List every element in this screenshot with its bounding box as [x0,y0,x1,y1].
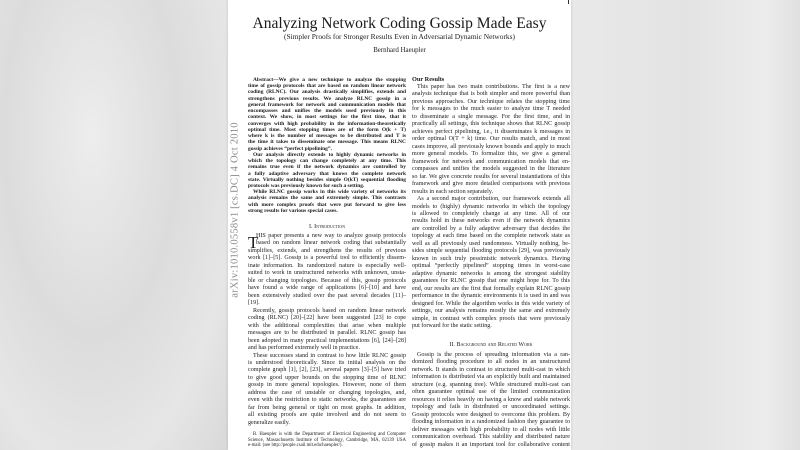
text-line: to disseminate a single message. For the first time, and in [412,113,570,120]
text-line: sides simple sequential flooding protocols [29], was previously [412,248,570,255]
text-line: optimal time. Most stopping times are of the form O(k + T) [248,126,406,133]
text-line: network. It stands in contrast to structured multi-cast in which [412,366,570,373]
background-heading: II. Background and Related Work [449,342,533,348]
author-footnote [248,432,406,449]
text-line: the time it takes to disseminate one message. This means RLNC [248,139,406,146]
viewer-background-left [0,0,228,450]
text-line: Gossip protocols were designed to overcome this problem. By [412,411,570,418]
paragraph [248,353,406,428]
text-line: complete graph [1], [2], [23], several papers [3]–[5] have tried [248,367,406,374]
text-line: coding (RLNC) [20]–[22] have been suggested [23] to cope [248,315,406,322]
text-line: settings, our analysis remains mostly the same and extremely [412,308,570,315]
text-line: resources it relies heavily on having a know and stable network [412,396,570,403]
text-line: generalize easily. [248,419,290,426]
text-line: These successes stand in contrast to how little RLNC gossip [253,352,406,359]
paragraph [412,84,570,196]
text-line: to give good upper bounds on the stopping time of RLNC [248,374,406,381]
text-line: converges with high probability in the information-theoretically [248,120,406,127]
text-line: based on random linear network coding that substantially [256,240,406,247]
text-line: adaptive dynamic networks is among the strongest stability [412,270,570,277]
text-line: While RLNC gossip works in this wide variety of networks its [253,189,406,196]
text-line: context. We show, in most settings for the first time, that it [248,114,406,121]
text-line: with more complex proofs that were put forward to give less [248,201,406,208]
text-line: gossip achieves “perfect pipelining”. [248,145,332,152]
text-line: deliver messages with high probability to all nodes with little [412,426,570,433]
text-line: put forward for the static setting. [412,323,492,329]
text-line: structure (e.g. spanning tree). While structured multi-cast can [412,381,570,388]
text-line: more general models. To formalize this, we give a general [412,151,570,158]
text-line: designed for. While the algorithm works in this wide variety of [412,300,570,307]
paragraph [248,308,406,353]
text-line: Recently, gossip protocols based on random linear network [253,307,406,314]
text-line: well as all previously used randomness. Virtually nothing, be- [412,240,570,247]
text-line: compasses and unifies the models suggested in the literature [412,166,570,173]
text-line: so far. We give concrete results for several instantiations of this [412,173,570,180]
text-line: and has performed extremely well in practice. [248,345,360,352]
text-line: remains true even if the network dynamics are controlled by [248,164,406,171]
text-line: As a second major contribution, our framework extends all [417,196,570,203]
text-line: achieves perfect pipelining, i.e., it disseminates k messages in [412,128,570,135]
our-results-body [412,84,570,330]
text-line: all existing proofs are quite involved and do not seem to [248,412,406,419]
text-line: This paper has two main contributions. The first is a new [417,84,570,90]
text-line: known in such truly pessimistic network dynamics. Having [412,255,570,262]
paper-subtitle: (Simpler Proofs for Stronger Results Even in Adversarial Dynamic Networks) [284,32,515,41]
text-line: with the additional complexities that arise when multiple [248,322,406,329]
text-line: simplifies, extends, and strengthens the results of previous [248,247,406,254]
text-line: work [1]–[5]. Gossip is a powerful tool to efficiently dissem- [248,255,406,262]
our-results-heading: Our Results [412,76,445,83]
text-line: analysis remains the same and extremely simple. This contrasts [248,195,406,202]
text-line: flooding information in a randomized fashion they guarantee to [412,419,570,426]
text-line: [19]. [248,300,260,307]
background-body [412,352,570,449]
text-line: Gossip is the process of spreading information via a ran- [417,352,570,358]
text-line: which the topology can change completely at any time. This [248,158,406,165]
text-line: is understood theoretically. Since its initial analysis on the [248,359,406,366]
text-line: protocols was previously known for such a setting. [248,182,365,189]
text-line: of gossip makes it an important tool for collaborative content [412,441,570,448]
text-line: topology at each time based on the complete network state as [412,233,570,240]
text-line: general framework for network and communication models that [248,101,406,108]
text-line: encompasses and unifies the models used previously in this [248,108,406,115]
drop-cap: T [248,233,259,252]
text-line: analysis technique that is both simpler and more powerful than [412,91,570,98]
text-line: is allowed to completely change at any time. All of our [412,210,570,217]
text-line: are controlled by a fully adaptive adversary that decides the [412,225,570,232]
paragraph [248,77,406,152]
text-line: simple, in contrast with complex proofs that were previously [412,315,570,322]
text-line: a fully adaptive adversary that knows the complete network [248,170,406,177]
text-line: domized flooding procedure to all nodes in an unstructured [412,359,570,366]
text-line: suited to work in unstructured networks with unknown, unsta- [248,270,406,277]
text-line: framework for network and communication models that en- [412,158,570,165]
paragraph [248,432,406,449]
text-line: cases improve, all previously known bounds and apply to much [412,143,570,150]
viewer-background-right [571,0,800,450]
abstract [248,77,406,214]
paragraph [248,189,406,214]
page-edge-mark [568,0,569,4]
text-line: coding (RLNC). Our analysis drastically simplifies, extends and [248,89,406,96]
text-line: even with the restriction to static networks, the guarantees are [248,397,406,404]
text-line: Our analysis directly extends to highly dynamic networks in [253,151,406,158]
paragraph [412,196,570,330]
text-line: strong results for various special cases. [248,207,338,214]
text-line: address the case of unstable or changing topologies, and, [248,389,406,396]
text-line: Abstract—We give a new technique to analyze the stopping [253,77,406,83]
text-line: HIS paper presents a new way to analyze gossip protocols [256,233,406,239]
text-line: B. Haeupler is with the Department of Electrical Engineering and Computer [253,432,406,437]
paper-title: Analyzing Network Coding Gossip Made Easy [252,15,547,32]
paper-author: Bernhard Haeupler [373,47,426,54]
text-line: been extensively studied over the past several decades [11]– [248,292,406,299]
paragraph [248,233,406,308]
text-line: models to (highly) dynamic networks in which the topology [412,203,570,210]
text-line: optimal “perfectly pipelined” stopping times in worst-case [412,263,570,270]
text-line: have found a wide range of applications [6]–[10] and have [248,285,406,292]
text-line: framework and give more detailed comparisons with previous [412,181,570,188]
text-line: ble or changing topologies. Because of this, gossip protocols [248,277,406,284]
text-line: gossip in more general topologies. However, none of them [248,382,406,389]
text-line: end, our results are the first that formally explain RLNC gossip [412,285,570,292]
text-line: messages are to be distributed in parallel. RLNC gossip has [248,330,406,337]
text-line: topology and fails in distributed or uncoordinated settings. [412,404,570,411]
paragraph [248,152,406,189]
paragraph [412,352,570,449]
text-line: far from being general or tight on most graphs. In addition, [248,404,406,411]
text-line: performance in the dynamic environments it is used in and was [412,293,570,300]
text-line: state. Virtually nothing besides simple O(kT) sequential flooding [248,176,406,183]
text-line: been adopted in many practical implementations [6], [24]–[28] [248,337,406,344]
text-line: where k is the number of messages to be distributed and T is [248,133,406,140]
text-line: strengthens previous results. We analyze RLNC gossip in a [248,95,406,102]
text-line: order optimal O(T + k) time. Our results match, and in most [412,136,570,143]
introduction-body [248,233,406,427]
text-line: often guarantee optimal use of the limited communication [412,389,570,396]
text-line: inate information. Its randomized nature is especially well- [248,262,406,269]
text-line: results hold in these networks even if the network dynamics [412,218,570,225]
text-line: for k messages to the much easier to analyze time T needed [412,106,570,113]
text-line: practically all settings, this technique shows that RLNC gossip [412,121,570,128]
arxiv-side-stamp: arXiv:1010.0558v1 [cs.DC] 4 Oct 2010 [229,122,241,298]
intro-heading: I. Introduction [309,224,345,230]
text-line: time of gossip protocols that are based on random linear network [248,83,406,90]
text-line: Science, Massachusetts Institute of Technology, Cambridge, MA, 02139 USA [248,437,406,443]
text-line: communication overhead. This stability and distributed nature [412,434,570,441]
text-line: guarantees for RLNC gossip that one might hope for. To this [412,278,570,285]
text-line: e-mail: (see http://people.csail.mit.edu/haeupler/). [248,443,343,448]
text-line: results in each section separately. [412,188,493,195]
text-line: information is distributed via an explicitly built and maintained [412,374,570,381]
text-line: previous approaches. Our technique relates the stopping time [412,98,570,105]
